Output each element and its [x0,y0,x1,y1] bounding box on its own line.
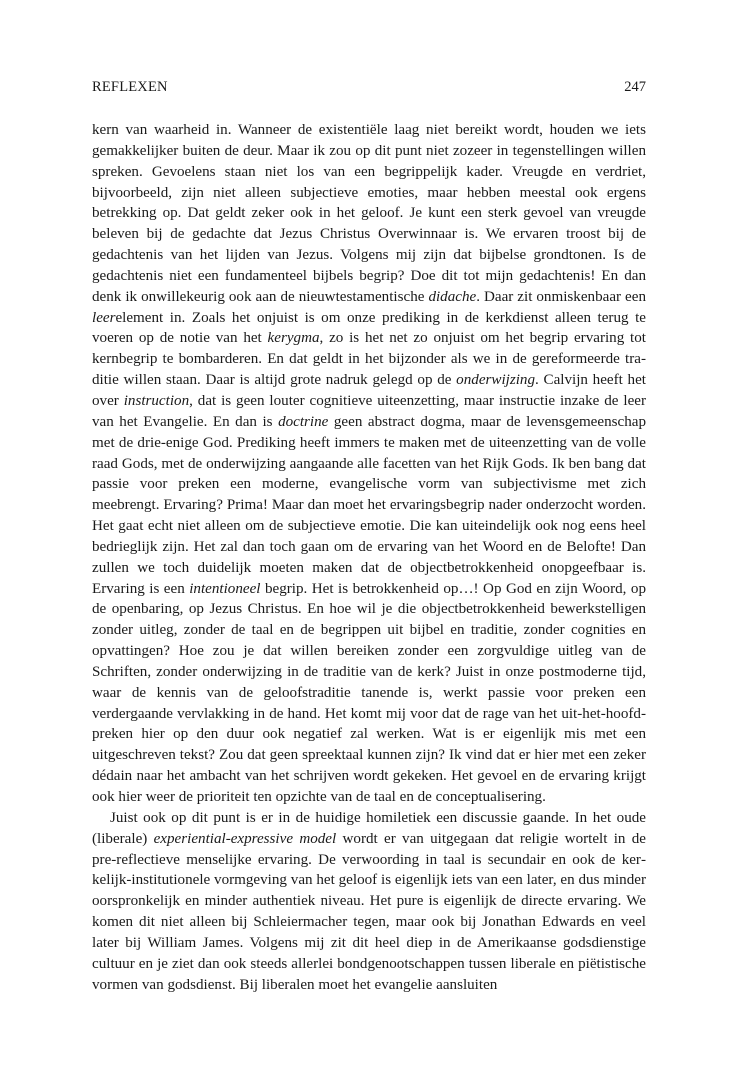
emphasis-kerygma: kerygma [267,330,320,347]
paragraph-2 [92,808,646,996]
emphasis-doctrine: doctrine [278,413,329,430]
text-segment: begrip. Het is betrokkenheid op…! Op God en zijn Woord, op de openbaring, op Jezus Christus. En hoe wil je die objectbetrokkenheid bewerkstelligen zonder uitleg, zonder de taal en de begrippen uit bijbel en traditie, zonder cognities en opvattingen? Hoe zou je dat willen bereiken zonder een zorgvuldige uitleg van de Schriften, zonder onderwijzing in de traditie van de kerk? Juist in onze postmoderne tijd, waar de kennis van de geloofstraditie tanende is, werkt passie voor preken een verdergaande vervlakking in de hand. Het komt mij voor dat de rage van het uit-het-hoofd-preken hier op den duur ook negatief zal werken. Wat is er eigenlijk mis met een uitgeschreven tekst? Zou dat geen spreektaal kunnen zijn? Ik vind dat er hier met een zeker dédain naar het ambacht van het schrijven wordt gekeken. Het gevoel en de ervaring krijgt ook hier weer de prioriteit ten opzichte van de taal en de conceptualisering. [92,580,647,805]
text-segment: kern van waarheid in. Wanneer de existentiële laag niet bereikt wordt, houden we iets gemakkelijker buiten de deur. Maar ik zou op dit punt niet zozeer in tegenstellingen willen spreken. Gevoelens staan niet los van een begrippelijk kader. Vreugde en verdriet, bijvoorbeeld, zijn niet alleen subjectieve emoties, maar hebben meestal ook ergens betrekking op. Dat geldt zeker ook in het geloof. Je kunt een sterk gevoel van vreugde beleven bij de gedachte dat Jezus Christus Overwinnaar is. We ervaren troost bij de gedachtenis van het lijden van Jezus. Volgens mij zijn dat bijbelse grondtonen. Is de gedachtenis niet een fundamenteel bijbels begrip? Doe dit tot mijn gedachtenis! En dan denk ik onwillekeurig ook aan de nieuwtestamentische [92,122,646,305]
body-text [92,120,646,995]
emphasis-instruction: instruction [123,392,190,409]
text-segment: . Calvijn heeft het over [92,372,646,409]
emphasis-onderwijzing: onderwijzing [456,372,536,389]
emphasis-experiential-expressive-model: experiential-expressive model [153,830,337,847]
text-segment: element in. Zoals het onjuist is om onze prediking in de kerkdienst alleen terug te voeren op de notie van het [92,309,646,347]
text-segment: wordt er van uitgegaan dat religie wortelt in de pre-reflectieve menselijke ervaring. De verwoording in taal is secundair en ook de kerkelijk-institutionele vormgeving van het geloof is eigenlijk iets van een later, en dus minder oorspronkelijk en minder authentiek niveau. Het pure is eigenlijk de directe ervaring. We komen dit niet alleen bij Schleiermacher tegen, maar ook bij Jonathan Edwards en veel later bij William James. Volgens mij zit dit heel diep in de Amerikaanse godsdienstige cultuur en je ziet dan ook steeds allerlei bondgenootschappen tussen liberale en piëtistische vormen van godsdienst. Bij liberalen moet het evangelie aansluiten [92,830,646,993]
emphasis-didache: didache [428,288,477,305]
text-segment: , zo is het net zo onjuist om het begrip ervaring tot kernbegrip te bombarderen. En dat geldt in het bijzonder als we in de gereformeerde traditie willen staan. Daar is altijd grote nadruk gelegd op de [92,330,646,389]
running-header [92,79,646,99]
running-title: REFLEXEN [92,79,168,95]
paragraph-1 [92,120,646,808]
text-segment: . Daar zit onmiskenbaar een [476,288,646,305]
text-segment: geen abstract dogma, maar de levensgemeenschap met de drie-enige God. Prediking heeft immers te maken met de uiteenzetting van de volle raad Gods, met de onderwijzing aangaande alle facetten van het Rijk Gods. Ik ben bang dat passie voor preken een moderne, evangelische vorm van subjectivisme met zich meebrengt. Ervaring? Prima! Maar dan moet het ervaringsbegrip nader onderzocht worden. Het gaat echt niet alleen om de subjectieve emotie. Die kan uiteindelijk ook nog eens heel bedrieglijk zijn. Het zal dan toch gaan om de ervaring van het Woord en de Belofte! Dan zullen we toch duidelijk moeten maken dat de objectbetrokkenheid onopgeefbaar is. Ervaring is een [92,413,646,597]
emphasis-intentioneel: intentioneel [189,580,261,597]
page-number: 247 [624,79,646,95]
emphasis-leer: leer [92,309,116,326]
text-segment: , dat is geen louter cognitieve uiteenzetting, maar instructie inzake de leer van het Evangelie. En dan is [92,392,646,430]
text-segment: Juist ook op dit punt is er in de huidige homiletiek een discussie gaande. In het oude (liberale) [92,809,646,847]
